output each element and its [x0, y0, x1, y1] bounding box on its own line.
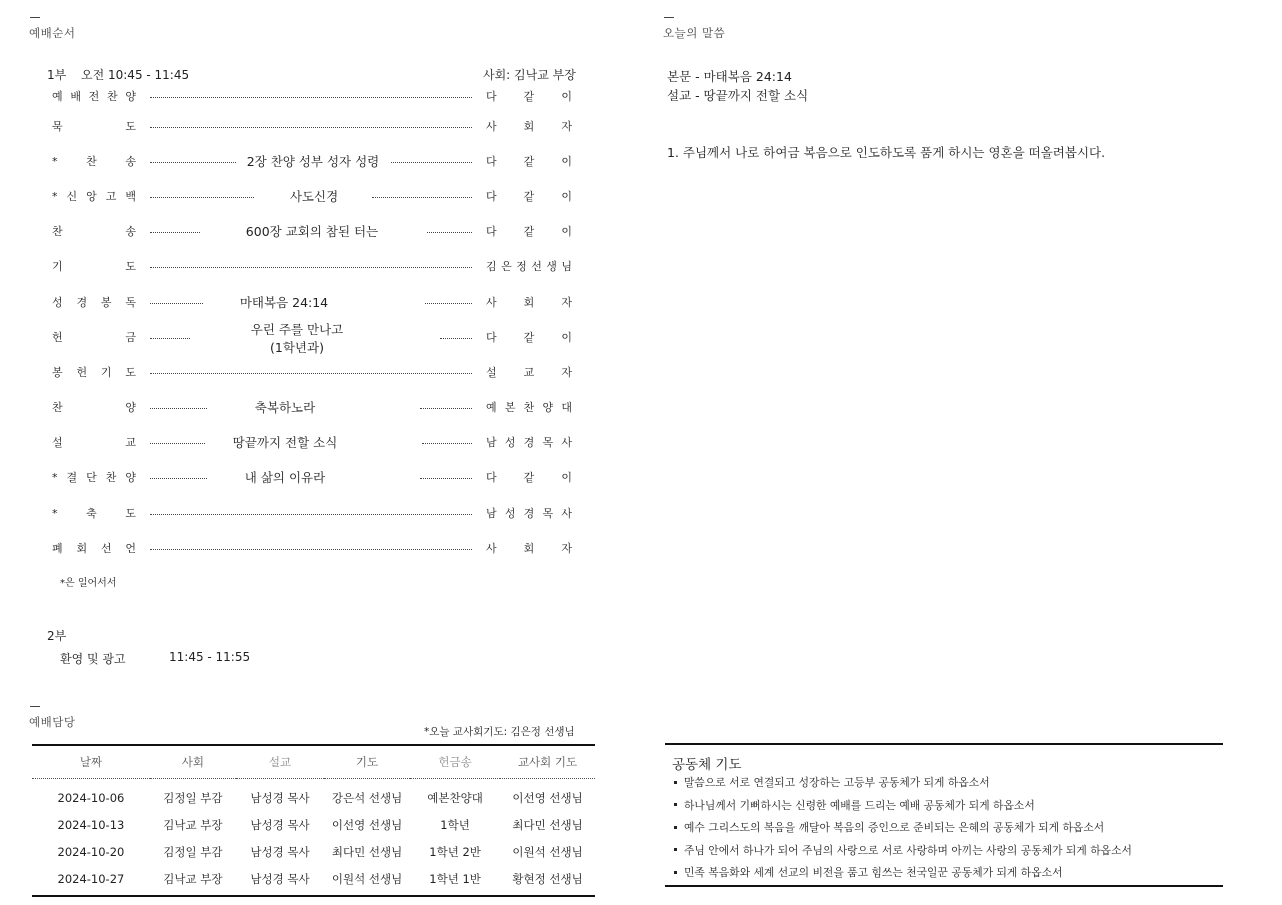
part1-host: 사회: 김낙교 부장 [483, 68, 576, 82]
duty-cell: 이원석 선생님 [512, 844, 583, 859]
order-item-label: 찬 송 [52, 225, 136, 238]
order-item-label: * 신 앙 고 백 [52, 190, 136, 203]
duty-cell: 예본찬양대 [427, 790, 483, 805]
order-item-leader: 사 회 자 [486, 542, 572, 555]
order-item-content: 우린 주를 만나고 (1학년과) [250, 322, 344, 355]
duty-row [32, 779, 595, 812]
order-row [52, 295, 577, 317]
bullet-icon [674, 848, 677, 851]
duty-cell: 강은석 선생님 [331, 790, 403, 805]
community-prayer-title: 공동체 기도 [672, 757, 742, 773]
leader-dots [391, 162, 472, 163]
leader-dots [150, 338, 190, 339]
teacher-prayer-note: *오늘 교사회기도: 김은정 선생님 [424, 726, 575, 738]
duty-cell: 김정일 부감 [163, 844, 223, 859]
col-sermon: 설교 [236, 745, 324, 779]
bullet-icon [674, 781, 677, 784]
order-item-content: 2장 찬양 성부 성자 성령 [246, 154, 380, 169]
duty-cell: 2024-10-27 [32, 865, 150, 896]
prayer-item-text: 하나님께서 기뻐하시는 신령한 예배를 드리는 예배 공동체가 되게 하옵소서 [684, 798, 1035, 812]
leader-dots [150, 408, 207, 409]
community-prayer-box [665, 743, 1223, 887]
order-item-leader: 다 같 이 [486, 190, 572, 203]
prayer-item-text: 민족 복음화와 세계 선교의 비전을 품고 힘쓰는 천국일꾼 공동체가 되게 하옵소서 [684, 866, 1063, 879]
order-row [52, 189, 577, 211]
duty-cell: 이선영 선생님 [512, 790, 583, 805]
leader-dots [150, 549, 472, 550]
bullet-icon [674, 826, 677, 829]
scripture: 본문 - 마태복음 24:14 [667, 69, 792, 84]
reflection-point-1: 1. 주님께서 나로 하여금 복음으로 인도하도록 품게 하시는 영혼을 떠올려봅시다. [667, 145, 1106, 160]
order-item-leader: 남 성 경 목 사 [486, 436, 572, 449]
duty-cell: 최다민 선생님 [512, 817, 583, 832]
leader-dots [150, 443, 205, 444]
order-item-content: 땅끝까지 전할 소식 [232, 435, 338, 450]
order-item-label: 성 경 봉 독 [52, 296, 136, 309]
order-item-leader: 다 같 이 [486, 225, 572, 238]
todays-word-label: 오늘의 말씀 [663, 26, 726, 40]
duty-cell: 1학년 [440, 817, 470, 832]
order-item-leader: 예 본 찬 양 대 [486, 401, 572, 414]
order-item-leader: 다 같 이 [486, 331, 572, 344]
duty-cell: 남성경 목사 [250, 790, 310, 805]
leader-dots [150, 197, 254, 198]
sermon-title: 설교 - 땅끝까지 전할 소식 [667, 88, 809, 103]
col-date: 날짜 [32, 745, 150, 779]
duty-cell: 2024-10-06 [57, 790, 125, 805]
col-host: 사회 [150, 745, 236, 779]
order-row [52, 435, 577, 457]
order-item-label: * 결 단 찬 양 [52, 471, 136, 484]
order-item-leader: 사 회 자 [486, 296, 572, 309]
order-row [52, 506, 577, 528]
duty-table-header [32, 745, 595, 779]
duty-row [32, 811, 595, 838]
standing-note: *은 일어서서 [60, 578, 117, 589]
prayer-item-text: 주님 안에서 하나가 되어 주님의 사랑으로 서로 사랑하며 아끼는 사랑의 공동체가 되게 하옵소서 [684, 843, 1132, 857]
order-row [52, 365, 577, 387]
leader-dots [150, 267, 472, 268]
leader-dots [440, 338, 472, 339]
order-item-content: 내 삶의 이유라 [244, 470, 326, 485]
prayer-item [674, 775, 1132, 798]
duty-cell: 김낙교 부장 [163, 817, 223, 832]
order-row [52, 470, 577, 492]
order-item-leader: 사 회 자 [486, 120, 572, 133]
prayer-item [674, 820, 1132, 843]
duty-cell: 남성경 목사 [250, 844, 310, 859]
order-item-label: 헌 금 [52, 331, 136, 344]
order-item-content: 축복하노라 [254, 400, 316, 415]
order-item-label: 예 배 전 찬 양 [52, 90, 136, 103]
bullet-icon [674, 803, 677, 806]
order-row [52, 322, 577, 355]
order-row [52, 541, 577, 563]
col-prayer: 기도 [324, 745, 410, 779]
part2-title: 2부 [47, 629, 67, 643]
order-row [52, 259, 577, 281]
duty-cell: 1학년 1반 [410, 865, 500, 896]
leader-dots [150, 478, 207, 479]
order-item-leader: 다 같 이 [486, 471, 572, 484]
leader-dots [425, 303, 472, 304]
leader-dots [427, 232, 472, 233]
order-item-label: 봉 헌 기 도 [52, 366, 136, 379]
duty-cell: 2024-10-13 [57, 817, 125, 832]
order-item-label: 찬 양 [52, 401, 136, 414]
order-item-content: 마태복음 24:14 [239, 295, 329, 310]
duty-cell: 이선영 선생님 [331, 817, 403, 832]
order-item-leader: 남 성 경 목 사 [486, 507, 572, 520]
leader-dots [372, 197, 472, 198]
col-offering-song: 헌금송 [410, 745, 500, 779]
leader-dots [150, 232, 200, 233]
leader-dots [150, 127, 472, 128]
order-item-label: * 찬 송 [52, 155, 136, 168]
order-item-label: 설 교 [52, 436, 136, 449]
order-row [52, 154, 577, 176]
order-item-label: 폐 회 선 언 [52, 542, 136, 555]
order-row [52, 400, 577, 422]
order-item-leader: 설 교 자 [486, 366, 572, 379]
order-item-leader: 김 은 정 선 생 님 [486, 260, 572, 273]
duty-cell: 김정일 부감 [163, 790, 223, 805]
part1-title: 1부 [47, 68, 67, 82]
col-teacher-prayer: 교사회 기도 [500, 745, 595, 779]
duty-row [32, 838, 595, 865]
bullet-icon [674, 871, 677, 874]
prayer-item [674, 843, 1132, 866]
order-item-leader: 다 같 이 [486, 155, 572, 168]
duty-cell: 1학년 2반 [429, 844, 481, 859]
leader-dots [150, 303, 203, 304]
duty-cell: 황현정 선생님 [500, 865, 595, 896]
duty-cell: 최다민 선생님 [331, 844, 403, 859]
order-item-leader: 다 같 이 [486, 90, 572, 103]
order-item-label: * 축 도 [52, 507, 136, 520]
order-item-content: 600장 교회의 참된 터는 [245, 224, 379, 239]
duty-cell: 김낙교 부장 [150, 865, 236, 896]
order-item-content: 사도신경 [289, 189, 339, 204]
part1-time: 오전 10:45 - 11:45 [81, 68, 190, 82]
prayer-item-text: 말씀으로 서로 연결되고 성장하는 고등부 공동체가 되게 하옵소서 [684, 776, 990, 789]
order-row [52, 119, 577, 141]
leader-dots [420, 408, 472, 409]
section-marker [664, 17, 674, 18]
part2-item: 환영 및 광고 [60, 652, 126, 666]
leader-dots [150, 373, 472, 374]
part2-time: 11:45 - 11:55 [169, 650, 251, 664]
prayer-item [674, 865, 1132, 888]
duty-cell: 이원석 선생님 [324, 865, 410, 896]
duty-row [32, 865, 595, 896]
duty-table [32, 744, 595, 897]
section-marker [30, 706, 40, 707]
leader-dots [420, 478, 472, 479]
order-of-service-label: 예배순서 [29, 26, 76, 40]
order-item-label: 기 도 [52, 260, 136, 273]
duty-cell: 남성경 목사 [250, 817, 310, 832]
order-row [52, 89, 577, 111]
leader-dots [422, 443, 472, 444]
section-marker [30, 17, 40, 18]
duty-label: 예배담당 [29, 715, 76, 729]
duty-cell: 2024-10-20 [57, 844, 125, 859]
duty-cell: 남성경 목사 [236, 865, 324, 896]
community-prayer-list [674, 775, 1132, 888]
order-item-label: 묵 도 [52, 120, 136, 133]
leader-dots [150, 514, 472, 515]
prayer-item-text: 예수 그리스도의 복음을 깨달아 복음의 증인으로 준비되는 은혜의 공동체가 되게 하옵소서 [684, 821, 1105, 834]
prayer-item [674, 798, 1132, 821]
order-row [52, 224, 577, 246]
leader-dots [150, 162, 236, 163]
leader-dots [150, 97, 472, 98]
